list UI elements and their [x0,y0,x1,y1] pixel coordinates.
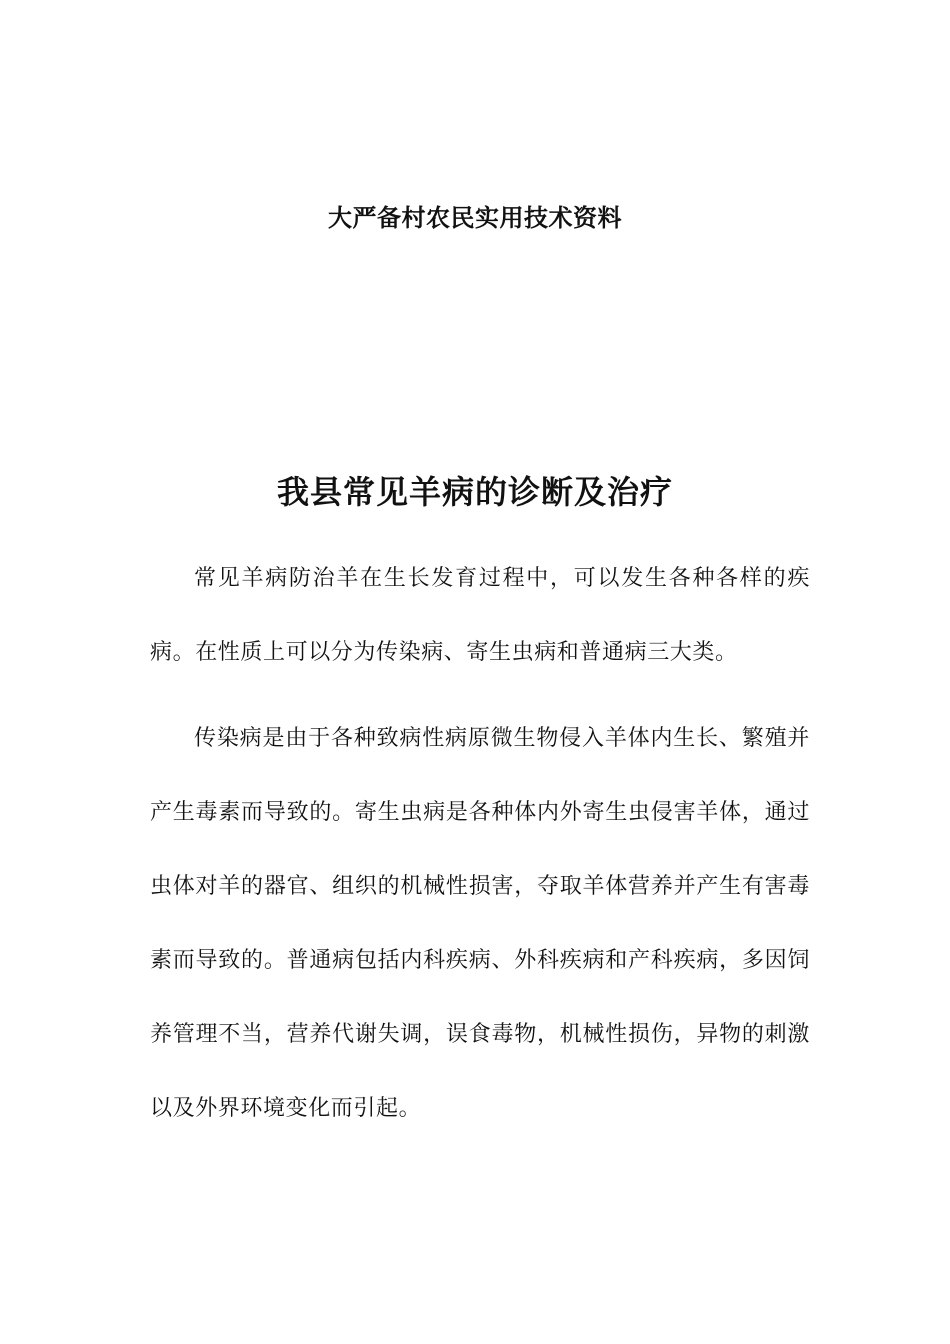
document-header: 大严备村农民实用技术资料 [328,204,622,232]
paragraph-intro: 常见羊病防治羊在生长发育过程中，可以发生各种各样的疾病。在性质上可以分为传染病、寄生虫病和普通病三大类。 [150,566,810,665]
paragraph-disease-types: 传染病是由于各种致病性病原微生物侵入羊体内生长、繁殖并产生毒素而导致的。寄生虫病是各种体内外寄生虫侵害羊体，通过虫体对羊的器官、组织的机械性损害，夺取羊体营养并产生有害毒素而导致的。普通病包括内科疾病、外科疾病和产科疾病，多因饲养管理不当，营养代谢失调，误食毒物，机械性损伤，异物的刺激以及外界环境变化而引起。 [150,726,810,1121]
page-title: 我县常见羊病的诊断及治疗 [276,473,673,511]
